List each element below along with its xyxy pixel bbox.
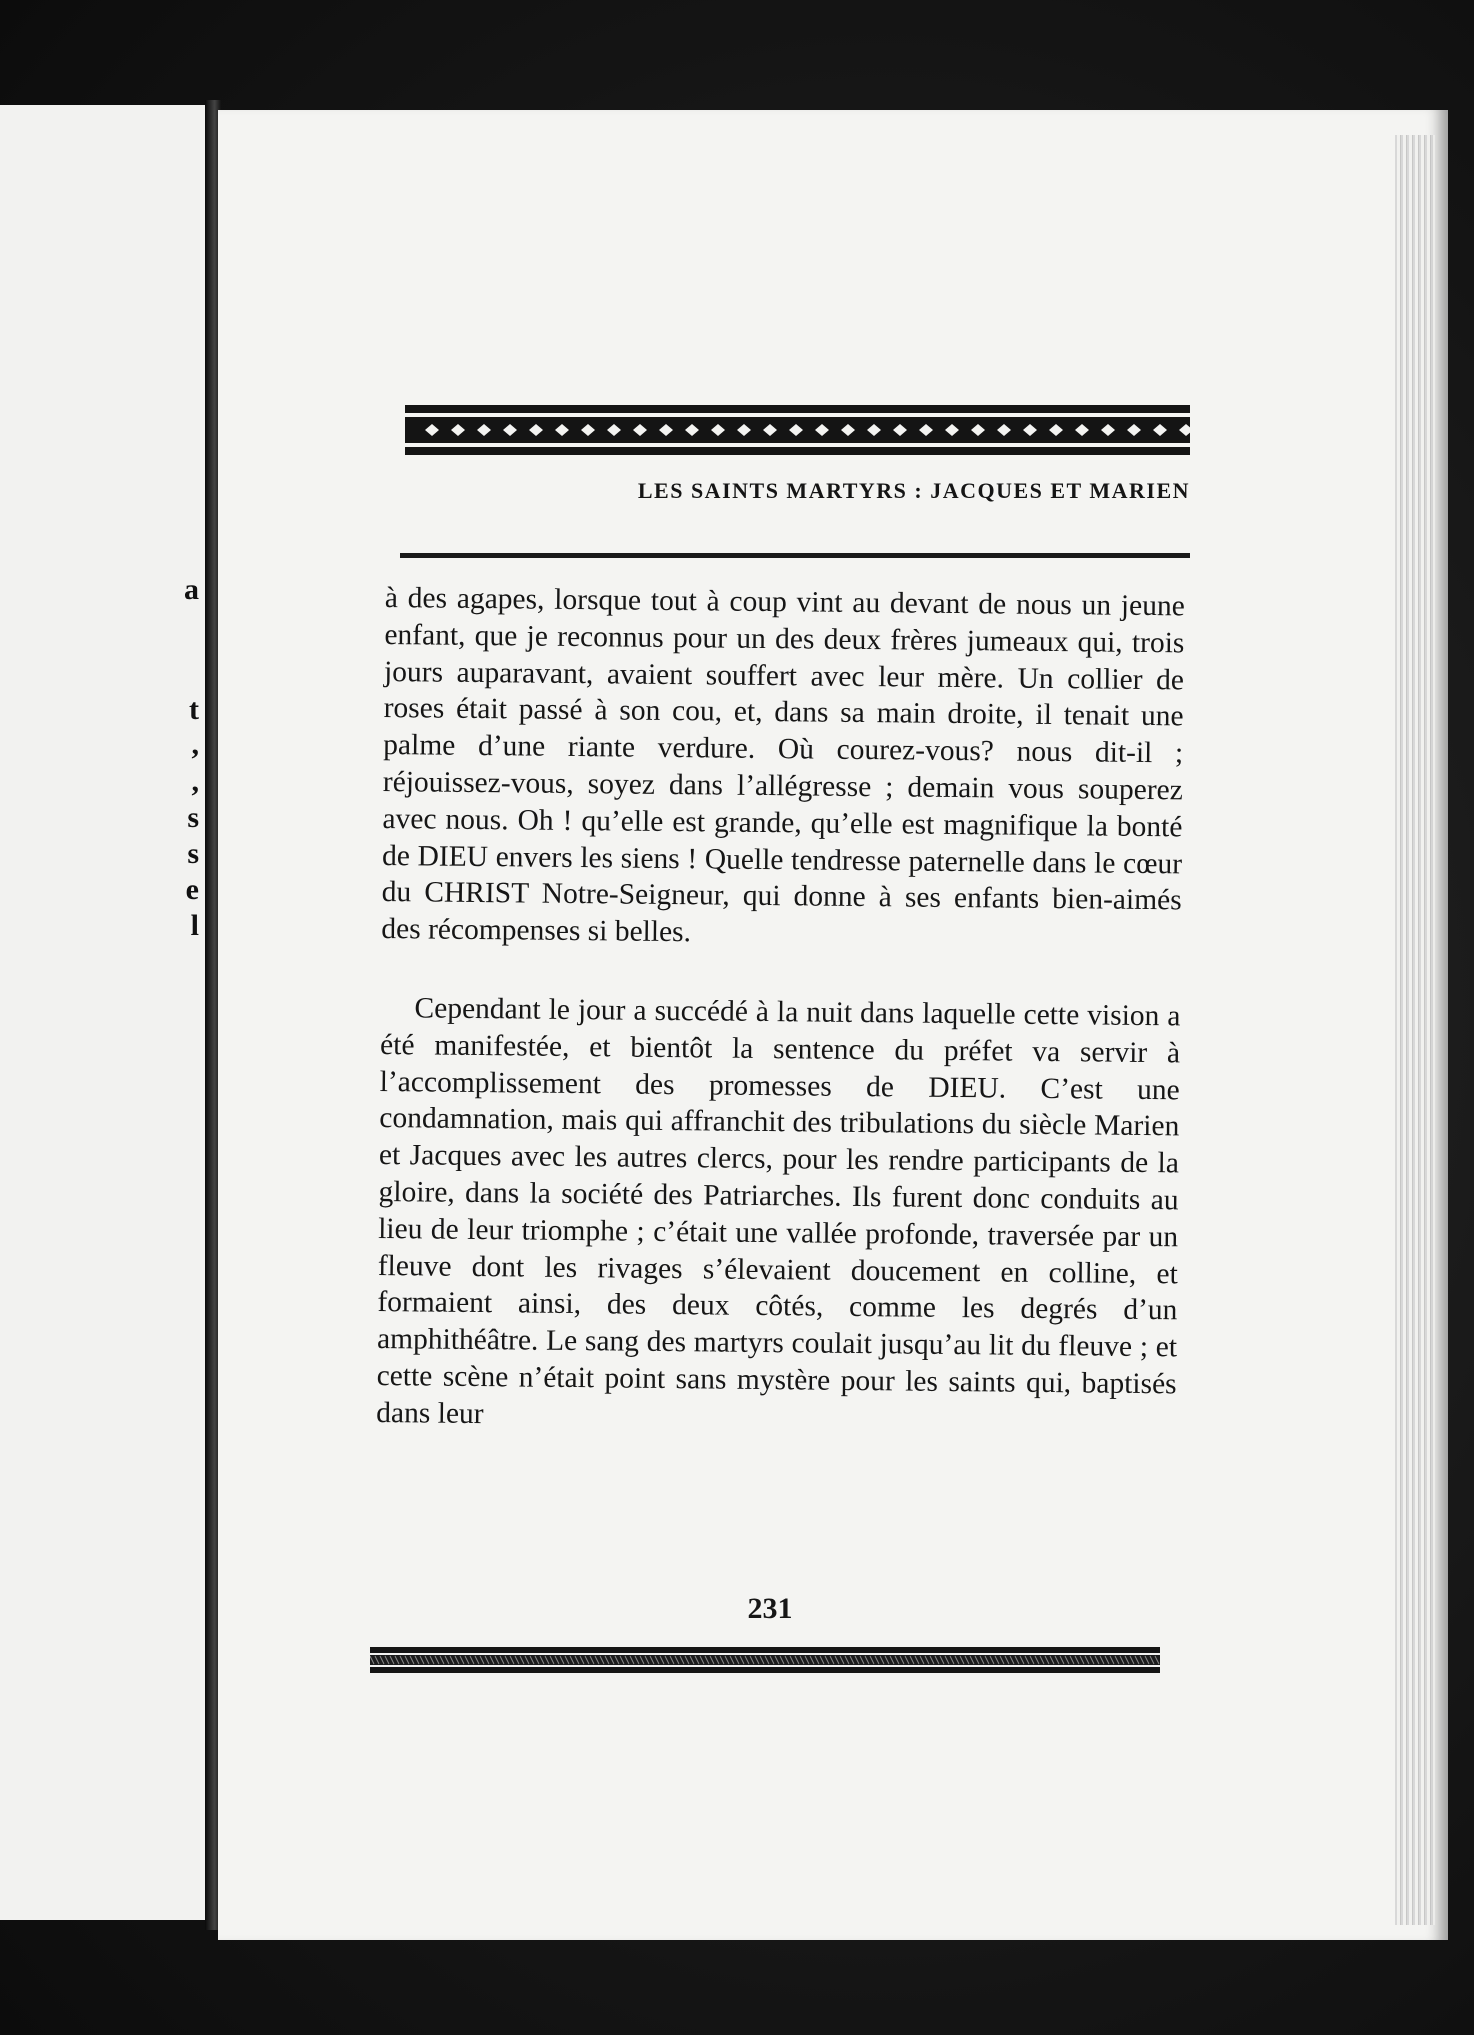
body-text [376,580,1185,1440]
facing-page-fragment: s [187,837,199,870]
header-rule [400,553,1190,558]
page-number: 231 [747,1592,793,1625]
facing-page-fragment: e [185,873,199,906]
page-edge-stack [1395,135,1435,1925]
paragraph: Cependant le jour a succédé à la nuit dans laquelle cette vision a été manifestée, et bientôt la sentence du préfet va servir à l’accomplissement des promesses de DIEU. C’est une condamnation, mais qui affranchit des tribulations du siècle Marien et Jacques avec les autres clercs, pour les rendre participants de la gloire, dans la société des Patriarches. Ils furent donc conduits au lieu de leur triomphe ; c’était une vallée profonde, traversée par un fleuve dont les rivages s’élevaient doucement en colline, et formaient ainsi, des deux côtés, comme les degrés d’un amphithéâtre. Le sang des martyrs coulait jusqu’au lit du fleuve ; et cette scène n’était point sans mystère pour les saints qui, baptisés dans leur [376,992,1181,1430]
running-head: LES SAINTS MARTYRS : JACQUES ET MARIEN [637,478,1190,503]
facing-page-fragment: , [191,728,199,761]
facing-page-fragment: t [189,693,199,726]
facing-page-fragment: , [191,765,199,798]
diamond-band-ornament-icon [405,405,1190,457]
facing-page-fragment: l [190,909,199,942]
facing-page-fragment: a [184,573,199,606]
facing-page-fragment: s [187,801,199,834]
paragraph: à des agapes, lorsque tout à coup vint au devant de nous un jeune enfant, que je reconnus pour un des deux frères jumeaux qui, trois jours auparavant, avaient souffert avec leur mère. Un collier de roses était passé à son cou, et, dans sa main droite, il tenait une palme d’une riante verdure. Où courez-vous? nous dit-il ; réjouissez-vous, soyez dans l’allégresse ; demain vous souperez avec nous. Oh ! qu’elle est grande, qu’elle est magnifique la bonté de DIEU envers les siens ! Quelle tendresse paternelle dans le cœur du CHRIST Notre-Seigneur, qui donne à ses enfants bien-aimés des récompenses si belles. [381,581,1185,949]
facing-page-edge [0,105,211,1920]
hatched-band-ornament-icon [370,1645,1160,1675]
